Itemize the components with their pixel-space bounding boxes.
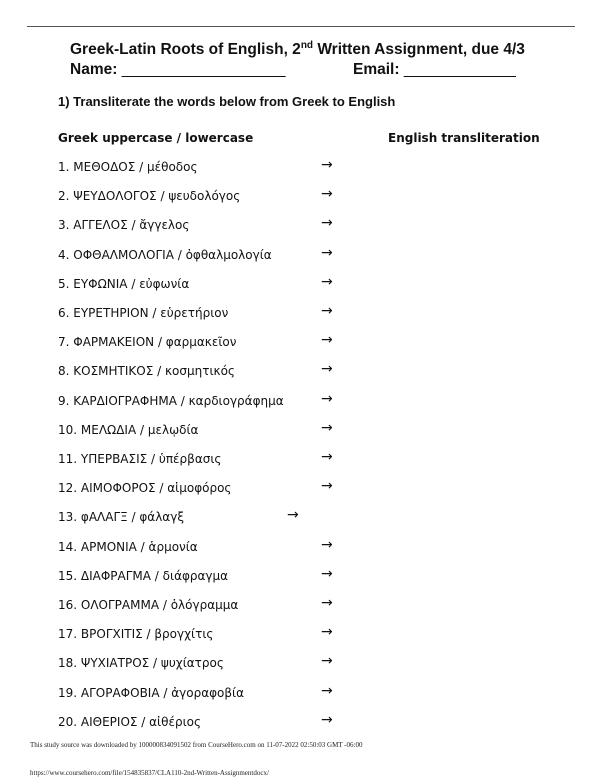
column-header-greek: Greek uppercase / lowercase [58,131,254,145]
list-item: 15. ΔΙΑΦΡΑΓΜΑ / διάφραγμα [58,568,229,583]
list-item: 18. ΨΥΧΙΑΤΡΟΣ / ψυχίατρος [58,656,224,671]
arrow-icon: → [321,419,333,436]
list-item: 14. ΑΡΜΟΝΙΑ / ἁρμονία [58,539,198,554]
name-label: Name: [70,61,118,78]
arrow-icon: → [321,186,333,203]
arrow-icon: → [321,653,333,670]
email-label: Email: [353,61,400,78]
arrow-icon: → [321,157,333,173]
document-title: Greek-Latin Roots of English, 2nd Written Assignment, due 4/3 [70,40,525,59]
arrow-icon: → [321,682,333,699]
list-item: 2. ΨΕΥΔΟΛΟΓΟΣ / ψευδολόγος [58,189,241,204]
list-item: 16. ΟΛΟΓΡΑΜΜΑ / ὁλόγραμμα [58,598,239,612]
list-item: 11. ΥΠΕΡΒΑΣΙΣ / ὑπέρβασις [58,452,222,466]
arrow-icon: → [321,332,333,349]
list-item: 12. ΑΙΜΟΦΟΡΟΣ / αἱμοφόρος [58,481,232,496]
list-item: 5. ΕΥΦΩΝΙΑ / εὐφωνία [58,276,190,291]
arrow-icon: → [321,565,333,582]
arrow-icon: → [321,711,333,728]
arrow-icon: → [321,215,333,232]
arrow-icon: → [321,390,333,407]
list-item: 3. ΑΓΓΕΛΟΣ / ἄγγελος [58,218,190,233]
list-item: 19. ΑΓΟΡΑΦΟΒΙΑ / ἀγοραφοβία [58,685,244,700]
list-item: 8. ΚΟΣΜΗΤΙΚΟΣ / κοσμητικός [58,364,235,379]
name-blank: ___________________ [121,61,286,78]
email-field [353,61,516,79]
list-item: 7. ΦΑΡΜΑΚΕΙΟΝ / φαρμακεῖον [58,335,237,350]
arrow-icon: → [321,595,333,611]
list-item: 20. ΑΙΘΕΡΙΟΣ / αἰθέριος [58,714,202,729]
arrow-icon: → [321,478,333,495]
arrow-icon: → [321,303,333,319]
top-divider [27,26,575,27]
arrow-icon: → [321,273,333,290]
arrow-icon: → [321,536,333,553]
list-item: 13. φΑΛΑΓΞ / φάλαγξ [58,510,185,525]
list-item: 17. ΒΡΟΓΧΙΤΙΣ / βρογχίτις [58,627,214,642]
arrow-icon: → [321,624,333,641]
email-blank: _____________ [403,61,516,78]
arrow-icon: → [321,244,333,261]
list-item: 4. ΟΦΘΑΛΜΟΛΟΓΙΑ / ὀφθαλμολογία [58,247,272,262]
list-item: 6. ΕΥΡΕΤΗΡΙΟΝ / εὑρετήριον [58,306,229,320]
arrow-icon: → [321,361,333,378]
column-header-english: English transliteration [388,131,540,145]
arrow-icon: → [321,449,333,465]
list-item: 10. ΜΕΛΩΔΙΑ / μελῳδία [58,422,199,437]
section-heading: 1) Transliterate the words below from Greek to English [58,94,396,109]
name-field [70,61,286,79]
list-item: 9. ΚΑΡΔΙΟΓΡΑΦΗΜΑ / καρδιογράφημα [58,393,284,408]
arrow-icon: → [287,507,299,524]
list-item: 1. ΜΕΘΟΔΟΣ / μέθοδος [58,160,198,174]
download-note: This study source was downloaded by 100000834091502 from CourseHero.com on 11-07-2022 02:50:03 GMT -06:00 [30,741,363,749]
source-url: https://www.coursehero.com/file/154835837/CLA110-2nd-Written-Assignmentdocx/ [30,769,269,777]
